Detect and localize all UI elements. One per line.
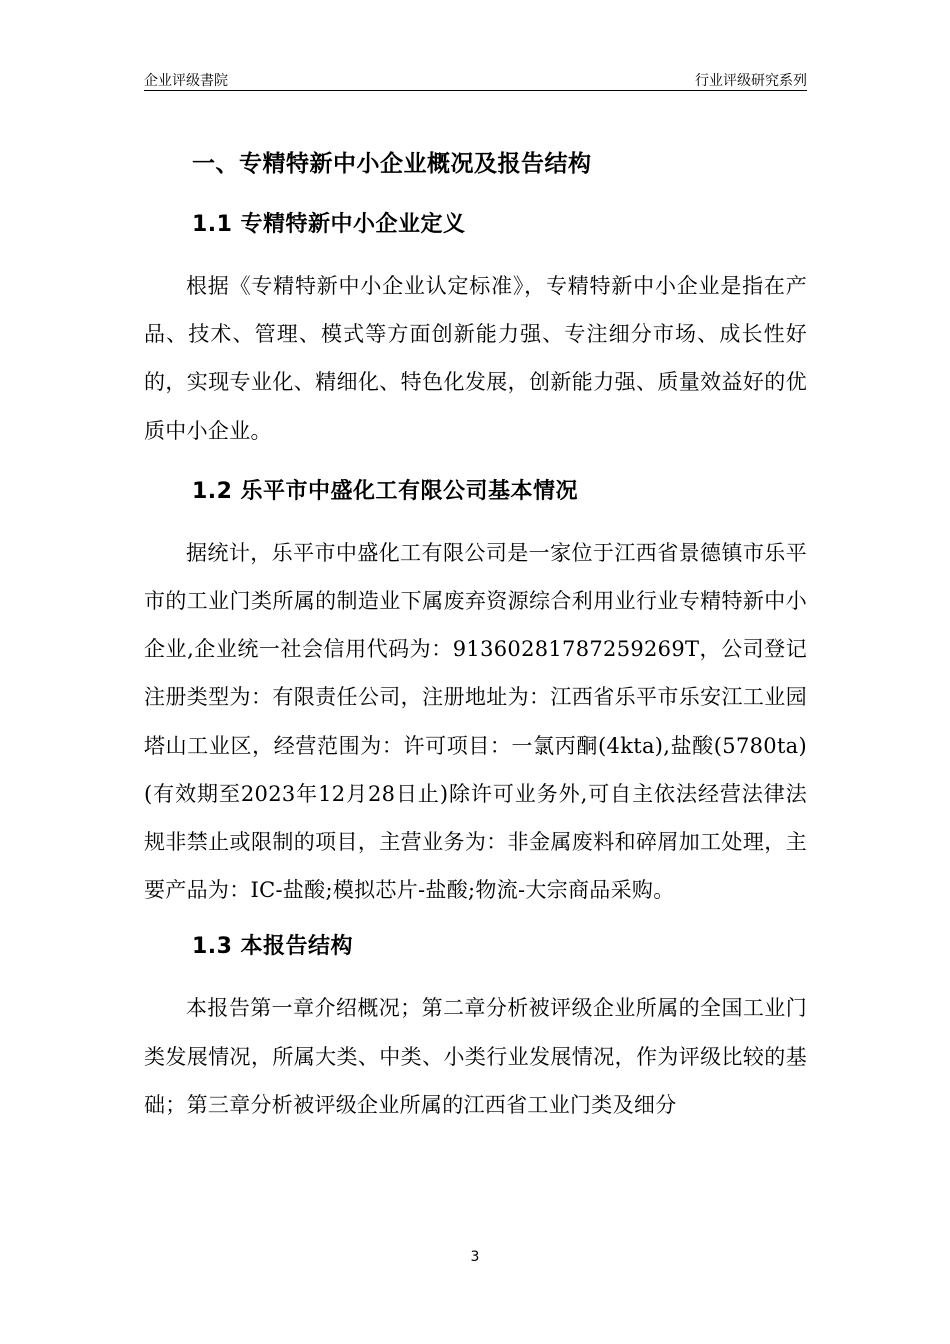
section-title-text: 专精特新中小企业定义 (240, 212, 466, 237)
section-paragraph-1-1: 根据《专精特新中小企业认定标准》，专精特新中小企业是指在产品、技术、管理、模式等方面创新能力强、专注细分市场、成长性好的，实现专业化、精细化、特色化发展，创新能力强、质量效益好的优质中小企业。 (144, 274, 807, 443)
section-paragraph-1-3: 本报告第一章介绍概况；第二章分析被评级企业所属的全国工业门类发展情况，所属大类、中类、小类行业发展情况，作为评级比较的基础；第三章分析被评级企业所属的江西省工业门类及细分 (144, 996, 807, 1117)
chapter-title: 一、专精特新中小企业概况及报告结构 (192, 151, 592, 177)
page-number: 3 (470, 1249, 480, 1265)
document-body (144, 140, 807, 1129)
header-publisher: 企业评级書院 (144, 73, 228, 89)
section-heading-1-2 (192, 477, 807, 507)
section-number: 1.2 (192, 478, 233, 504)
section-number: 1.3 (192, 934, 233, 960)
page-header (144, 68, 807, 91)
section-number: 1.1 (192, 212, 233, 237)
section-heading-1-3 (192, 932, 807, 962)
section-paragraph-1-2: 据统计，乐平市中盛化工有限公司是一家位于江西省景德镇市乐平市的工业门类所属的制造业下属废弃资源综合利用业行业专精特新中小企业,企业统一社会信用代码为：91360281787259269T，公司登记注册类型为：有限责任公司，注册地址为：江西省乐平市乐安江工业园塔山工业区，经营范围为：许可项目：一氯丙酮(4kta),盐酸(5780ta)(有效期至2023年12月28日止)除许可业务外,可自主依法经营法律法规非禁止或限制的项目，主营业务为：非金属废料和碎屑加工处理，主要产品为：IC-盐酸;模拟芯片-盐酸;物流-大宗商品采购。 (144, 540, 807, 903)
section-title-text: 本报告结构 (240, 934, 353, 960)
section-heading-1-1 (192, 210, 807, 240)
section-title-text: 乐平市中盛化工有限公司基本情况 (240, 478, 578, 504)
header-series: 行业评级研究系列 (695, 73, 807, 89)
